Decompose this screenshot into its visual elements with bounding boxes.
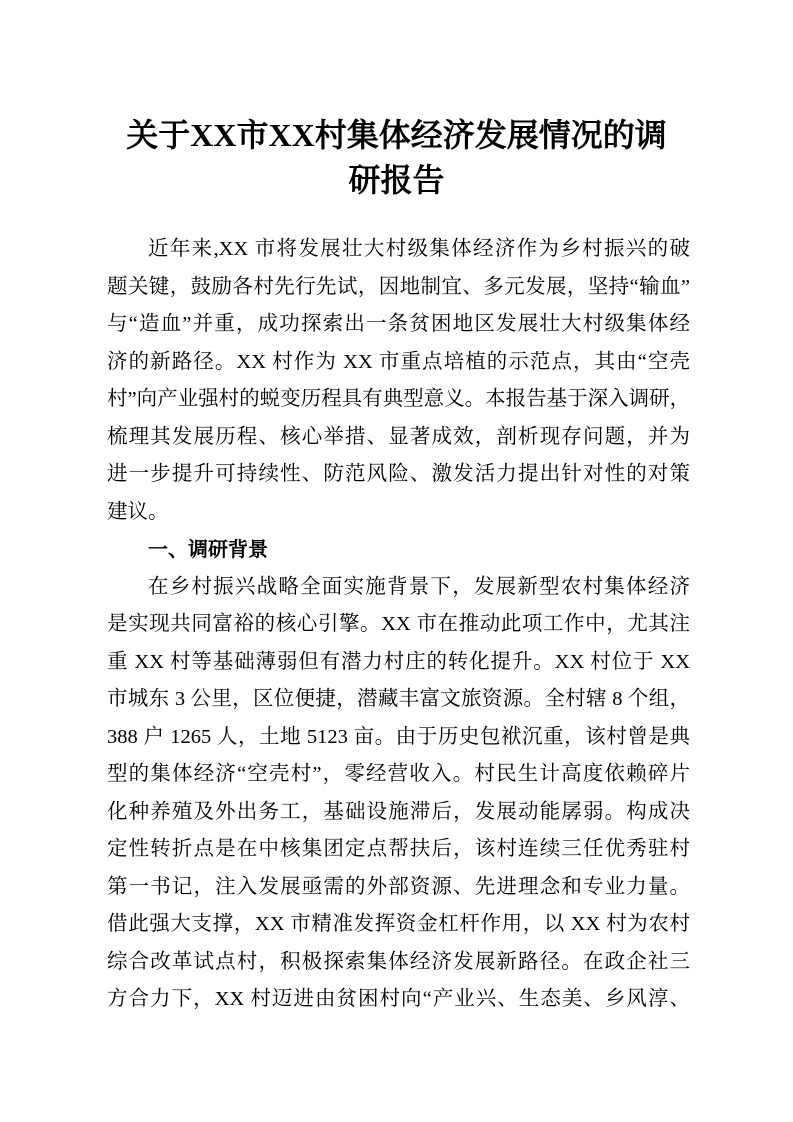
- text-line: 方合力下，XX 村迈进由贫困村向“产业兴、生态美、乡风淳、: [107, 988, 690, 1010]
- text-line: 村”向产业强村的蜕变历程具有典型意义。本报告基于深入调研，: [107, 388, 691, 410]
- paragraph-background: [107, 569, 690, 1019]
- text-line: 388 户 1265 人，土地 5123 亩。由于历史包袱沉重，该村曾是典: [107, 725, 690, 748]
- text-line: 在乡村振兴战略全面实施背景下，发展新型农村集体经济: [148, 575, 690, 598]
- text-line: 进一步提升可持续性、防范风险、激发活力提出针对性的对策: [107, 463, 690, 485]
- document-title-line-2: 研报告: [348, 162, 445, 198]
- text-line: 重 XX 村等基础薄弱但有潜力村庄的转化提升。XX 村位于 XX: [107, 650, 690, 673]
- paragraph-intro: [107, 231, 690, 531]
- text-line: 第一书记，注入发展亟需的外部资源、先进理念和专业力量。: [107, 875, 690, 898]
- text-line: 与“造血”并重，成功探索出一条贫困地区发展壮大村级集体经: [107, 313, 690, 335]
- text-line: 建议。: [107, 500, 169, 523]
- text-line: 题关键，鼓励各村先行先试，因地制宜、多元发展，坚持“输血”: [107, 275, 690, 298]
- text-line: 型的集体经济“空壳村”，零经营收入。村民生计高度依赖碎片: [107, 763, 690, 785]
- text-line: 化种养殖及外出务工，基础设施滞后，发展动能孱弱。构成决: [107, 800, 690, 823]
- document-title-line-1: 关于XX市XX村集体经济发展情况的调: [126, 117, 667, 153]
- text-line: 济的新路径。XX 村作为 XX 市重点培植的示范点，其由“空壳: [107, 350, 690, 373]
- text-line: 梳理其发展历程、核心举措、显著成效，剖析现存问题，并为: [107, 425, 690, 448]
- text-line: 是实现共同富裕的核心引擎。XX 市在推动此项工作中，尤其注: [107, 613, 690, 635]
- section-heading: 一、调研背景: [148, 537, 268, 561]
- text-line: 市城东 3 公里，区位便捷，潜藏丰富文旅资源。全村辖 8 个组，: [107, 688, 690, 710]
- document-body: [107, 231, 690, 1019]
- text-line: 近年来,XX 市将发展壮大村级集体经济作为乡村振兴的破: [148, 238, 690, 260]
- text-line: 定性转折点是在中核集团定点帮扶后，该村连续三任优秀驻村: [107, 838, 690, 860]
- text-line: 综合改革试点村，积极探索集体经济发展新路径。在政企社三: [107, 950, 690, 973]
- text-line: 借此强大支撑，XX 市精准发挥资金杠杆作用，以 XX 村为农村: [107, 913, 690, 935]
